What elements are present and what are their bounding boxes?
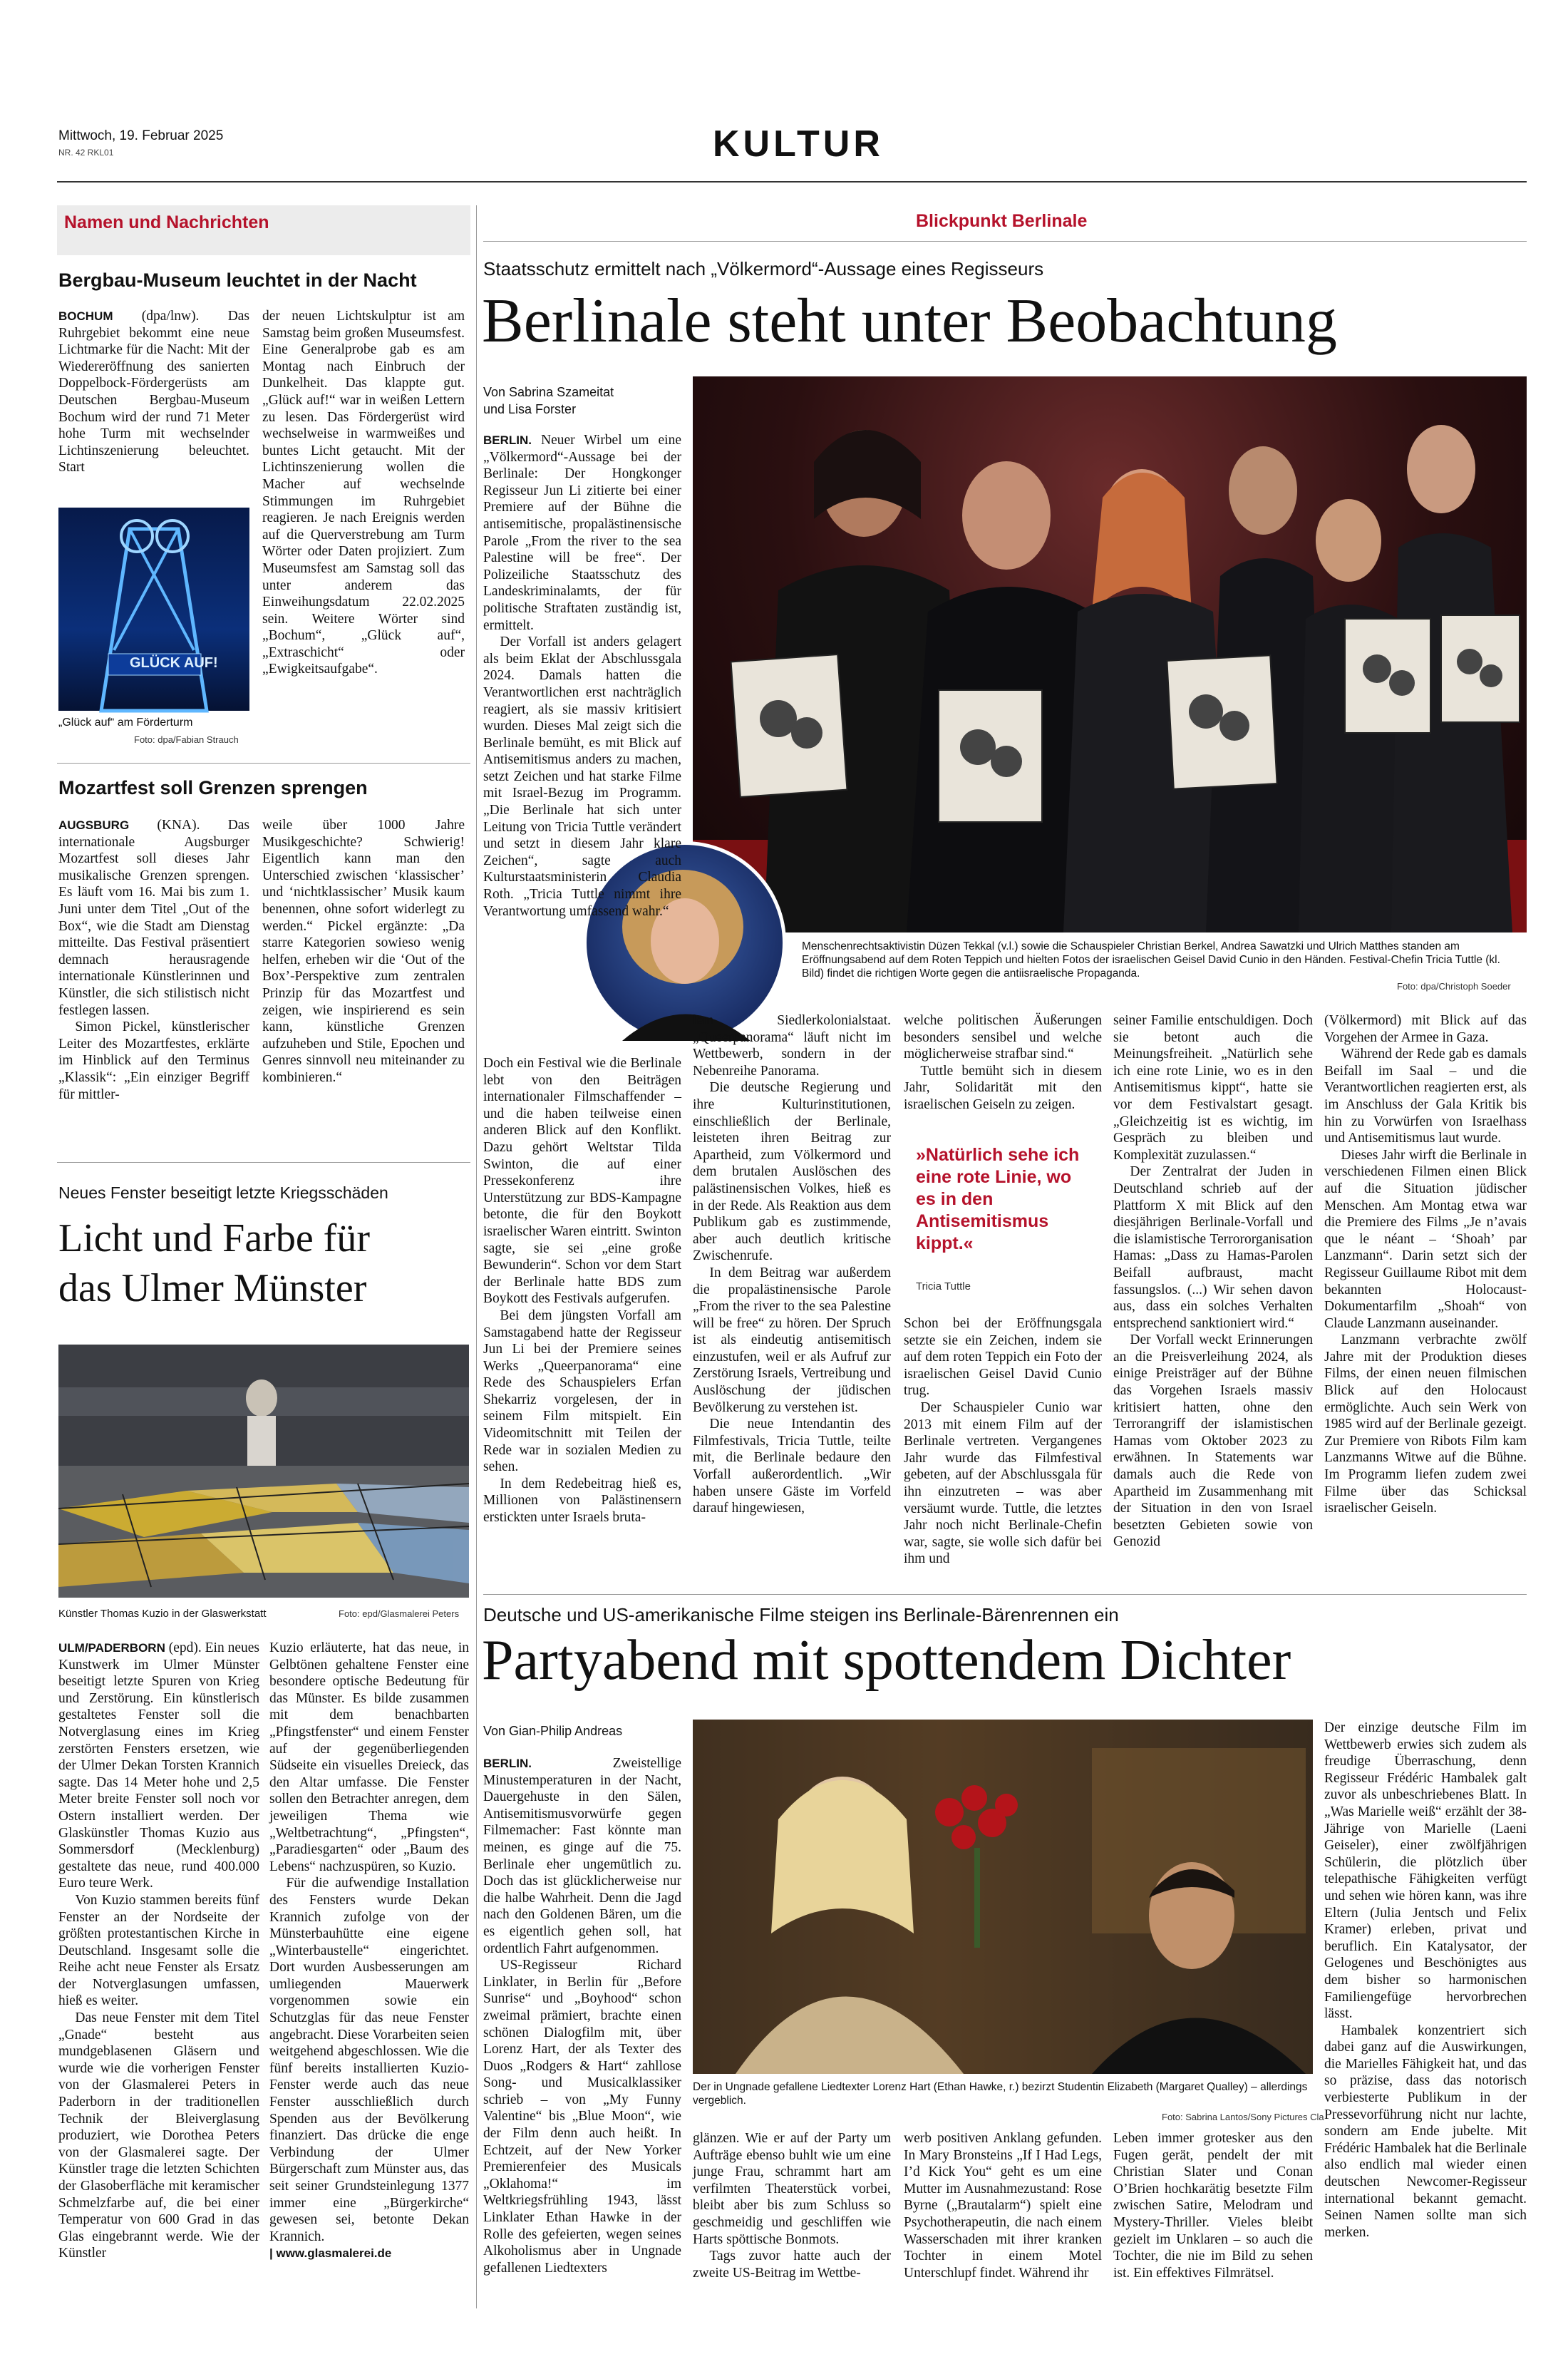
masthead-rule bbox=[57, 181, 1527, 183]
party-colC-text: werb positiven Anklang gefunden. In Mary Bronsteins „If I Had Legs, I’d Kick You“ geht es um eine Mutter im Ausnahmezustand: Rose Byrne („Brautalarm“) spielt eine Psychotherapeutin, die nach einem Wasserschaden mit ihrer kranken Tochter in einem Motel Unterschlupf findet. Während ihr bbox=[904, 2131, 1102, 2281]
berlinale-photo bbox=[693, 376, 1527, 932]
berlinale-photo-caption: Menschenrechtsaktivistin Düzen Tekkal (v.l.) sowie die Schauspieler Christian Berkel, Andrea Sawatzki und Ulrich Matthes standen am Eröffnungsabend auf dem Roten Teppich und hielten Fotos der israelischen Geisel David Cunio in den Händen. Festival-Chefin Tricia Tuttle (kl. Bild) findet die richtigen Worte gegen die antiisraelische Propaganda. bbox=[802, 940, 1500, 980]
berlinale-col2-text: lem Siedlerkolonialstaat. „Queerpanorama“ läuft nicht im Wettbewerb, sondern in der Nebenreihe Panorama. bbox=[693, 1013, 891, 1079]
berlinale-col1d: Bei dem jüngsten Vorfall am Samstagabend hatte der Regisseur Jun Li bei der Premiere seines Werks „Queerpanorama“ eine Rede des Schauspielers Erfan Shekarriz vorgelesen, der in seinem Film mitspielt. Ein Videomitschnitt mit Teilen der Rede war in sozialen Medien zu sehen. bbox=[483, 1307, 681, 1475]
ulm-headline-1: Licht und Farbe für bbox=[58, 1216, 370, 1260]
ulm-text1b: Von Kuzio stammen bereits fünf Fenster an der Nordseite der größten protestantischen Kirche in Deutschland. Insgesamt solle die Reihe acht neue Fenster als Ersatz der Notverglasungen umfassen, hieß es weiter. bbox=[58, 1892, 259, 2009]
ulm-photo bbox=[58, 1345, 469, 1598]
party-byline: Von Gian-Philip Andreas bbox=[483, 1724, 623, 1738]
party-colD bbox=[1113, 2130, 1313, 2300]
berlinale-dateline: BERLIN. bbox=[483, 433, 532, 447]
bochum-text2: der neuen Lichtskulptur ist am Samstag beim großen Museumsfest. Eine Generalprobe gab es am Montag nach Einbruch der Dunkelheit. Das klappte gut. „Glück auf!“ war in weißen Lettern zu lesen. Das Fördergerüst wird wechselweise in warmweißes und buntes Licht getaucht. Mit der Lichtinszenierung wollen die Macher auf wechselnde Stimmungen im Ruhrgebiet reagieren. Je nach Ereignis werden auf die Querverstrebung am Turm Wörter oder Daten projiziert. Zum Museumsfest am Samstag soll das unter anderem das Einweihungsdatum 22.02.2025 sein. Weitere Wörter sind „Bochum“, „Glück auf“, „Extraschicht“ oder „Ewigkeitsaufgabe“. bbox=[262, 309, 465, 677]
berlinale-col2c: In dem Beitrag war außerdem die propalästinensische Parole „From the river to the sea Palestine will be free“ zu hören. Der Spruch ist als eindeutig antisemitisch einzustufen, weil er als Aufruf zur Zerstörung Israels, Vertreibung und Auslöschung der jüdischen Bevölkerung zu verstehen ist. bbox=[693, 1265, 891, 1415]
rule-bochum bbox=[57, 763, 470, 764]
berlinale-byline-2: und Lisa Forster bbox=[483, 402, 577, 416]
bochum-col1 bbox=[58, 308, 249, 497]
bochum-dateline: BOCHUM bbox=[58, 309, 113, 323]
ulm-link[interactable]: | www.glasmalerei.de bbox=[269, 2246, 392, 2261]
augsburg-text1b: Simon Pickel, künstlerischer Leiter des Mozartfestes, erklärte im Hinblick auf den Terminus „Klassik“: „Ein einziger Begriff für mittler- bbox=[58, 1019, 249, 1102]
berlinale-col3c: Schon bei der Eröffnungsgala setzte sie ein Zeichen, indem sie auf dem roten Teppich ein Foto der israelischen Geisel David Cunio trug. bbox=[904, 1316, 1102, 1399]
berlinale-col2 bbox=[693, 1012, 891, 1618]
berlinale-col1-lower bbox=[483, 1055, 681, 1618]
ulm-text2: Kuzio erläuterte, hat das neue, in Gelbtönen gehaltene Fenster eine besondere optische Bedeutung für das Münster. Es bilde zusammen mit dem benachbarten „Pfingstfenster“ und einem Fenster auf der gegenüberliegenden Südseite ein visuelles Dreieck, das den Altar umfasse. Die Fenster sollen den Betrachter anregen, dem jeweiligen Thema wie „Weltbetrachtung“, „Pfingsten“, „Paradiesgarten“ oder „Baum des Lebens“ nachzuspüren, so Kuzio. bbox=[269, 1640, 469, 1874]
party-dateline: BERLIN. bbox=[483, 1757, 532, 1770]
berlinale-col4-text: seiner Familie entschuldigen. Doch sie betont auch die Meinungsfreiheit. „Natürlich sehe ich eine rote Linie, wo es in den Antisemitismus kippt“, hatte sie vor dem Festivalstart gesagt. „Gleichzeitig ist es wichtig, im Gespräch zu bleiben und Komplexität zuzulassen.“ bbox=[1113, 1013, 1313, 1163]
ulm-agency: (epd). bbox=[168, 1640, 202, 1655]
masthead-date: Mittwoch, 19. Februar 2025 bbox=[58, 128, 224, 143]
berlinale-col3 bbox=[904, 1012, 1102, 1134]
augsburg-text2: weile über 1000 Jahre Musikgeschichte? Schwierig! Eigentlich kann man den Unterschied zwischen ‘klassischer’ und ‘nichtklassischer’ Musik kaum benennen, ohne sofort widerlegt zu werden.“ Pickel ergänzte: „Da starre Kategorien sowieso wenig helfen, erheben wir die ‘Out of the Box’-Perspektive zum zentralen Prinzip für das Mozartfest und zeigen, wie inspirierend es sein kann, künstliche Grenzen aufzuheben und Stile, Epochen und Genres sinnvoll neu miteinander zu kombinieren.“ bbox=[262, 818, 465, 1085]
berlinale-col1 bbox=[483, 432, 682, 919]
berlinale-col2d: Die neue Intendantin des Filmfestivals, Tricia Tuttle, teilte mit, die Berlinale bedaure den Vorfall außerordentlich. „Wir haben unsere Gäste im Vorfeld darauf hingewiesen, bbox=[693, 1417, 891, 1516]
ulm-credit: Foto: epd/Glasmalerei Peters bbox=[339, 1608, 460, 1619]
ulm-text1c: Das neue Fenster mit dem Titel „Gnade“ besteht aus mundgeblasenen Gläsern und wurde wie die vorherigen Fenster von der Glasmalerei Peters in Paderborn in der traditionellen Technik der Bleiverglasung produziert, wie Dorothea Peters von der Glasmalerei sagte. Der Künstler trage die letzten Schichten der Glasoberfläche mit keramischer Schmelzfarbe auf, die bei einer Temperatur von 600 Grad in das Glas eingebrannt werde. Wie der Künstler bbox=[58, 2010, 259, 2261]
berlinale-col3d: Der Schauspieler Cunio war 2013 mit einem Film auf der Berlinale vertreten. Vergangenes Jahr wurde das Filmfestival gebeten, auf der Abschlussgala für ihn einzutreten – was aber versäumt wurde. Tuttle, die letztes Jahr noch nicht Berlinale-Chefin war, sagte, sie wolle sich dafür bei ihm und bbox=[904, 1399, 1102, 1567]
ulm-col2 bbox=[269, 1640, 469, 2299]
rule-party bbox=[483, 1594, 1527, 1595]
news-header: Namen und Nachrichten bbox=[64, 212, 269, 232]
bochum-title: Bergbau-Museum leuchtet in der Nacht bbox=[58, 269, 417, 291]
party-colA bbox=[483, 1755, 681, 2301]
augsburg-dateline: AUGSBURG bbox=[58, 818, 130, 832]
masthead-edition: NR. 42 RKL01 bbox=[58, 148, 114, 158]
berlinale-col4c: Der Vorfall weckt Erinnerungen an die Preisverleihung 2024, als einige Preisträger auf der Bühne das Vorgehen Israels massiv kritisiert hatten, ohne den Terrorangriff der islamistischen Hamas vom Oktober 2023 zu erwähnen. In Statements war damals auch die Rede von Apartheid im Zusammenhang mit der Situation in den von Israel besetzten Gebieten sowie von Genozid bbox=[1113, 1332, 1313, 1550]
berlinale-col1e: In dem Redebeitrag hieß es, Millionen von Palästinensern erstickten unter Israels bruta- bbox=[483, 1476, 681, 1526]
headframe-illustration bbox=[58, 508, 249, 711]
berlinale-rule bbox=[483, 241, 1527, 242]
berlinale-col2b: Die deutsche Regierung und ihre Kulturinstitutionen, einschließlich der Berlinale, leisteten ihren Beitrag zur Apartheid, zum Völkermord und dem brutalen Auslöschen des palästinensischen Volkes, hieß es in der Rede. Als Reaktion aus dem Publikum gab es zustimmende, aber auch deutlich kritische Zwischenrufe. bbox=[693, 1080, 891, 1264]
party-colR2: Hambalek konzentriert sich dabei ganz auf die Auswirkungen, die Marielles Fähigkeit hat, und das so präzise, dass das notorisch verbiesterte Publikum in der Pressevorführung nicht nur lachte, sondern am Ende jubelte. Mit Frédéric Hambalek hat die Berlinale also endlich mal wieder einen deutschen Newcomer-Regisseur international bekannt gemacht. Seinen Namen sollte man sich merken. bbox=[1324, 2023, 1527, 2240]
party-colR bbox=[1324, 1720, 1527, 2301]
ulm-text1: Ein neues Kunstwerk im Ulmer Münster beseitigt letzte Spuren von Krieg und Zerstörung. Ein künstlerisch gestaltetes Fenster soll die Notverglasung eines im Krieg zerstörten Fensters ersetzen, wie der Ulmer Dekan Torsten Krannich sagte. Das 14 Meter hohe und 2,5 Meter breite Fenster soll noch vor Ostern installiert werden. Der Glaskünstler Thomas Kuzio aus Sommersdorf (Mecklenburg) gestaltete das neue, rund 400.000 Euro teure Werk. bbox=[58, 1640, 259, 1891]
berlinale-col5-text: (Völkermord) mit Blick auf das Vorgehen der Armee in Gaza. bbox=[1324, 1013, 1527, 1045]
bochum-col2 bbox=[262, 308, 465, 750]
column-divider bbox=[476, 205, 477, 2308]
party-colC bbox=[904, 2130, 1102, 2300]
party-colB bbox=[693, 2130, 891, 2300]
berlinale-col5 bbox=[1324, 1012, 1527, 1618]
ulm-kicker: Neues Fenster beseitigt letzte Kriegsschäden bbox=[58, 1183, 388, 1202]
party-colR-text: Der einzige deutsche Film im Wettbewerb erwies sich zudem als freudige Überraschung, denn Regisseur Frédéric Hambalek galt zuvor als unbeschriebenes Blatt. In „Was Marielle weiß“ erzählt der 38-Jährige von Marielle (Laeni Geiseler), einer zwölfjährigen Schülerin, die plötzlich über telepathische Fähigkeiten verfügt und sehen wie hören kann, was ihre Eltern (Julia Jentsch und Felix Kramer) erleben, privat und beruflich. Ein Katalysator, der Gelogenes und Beschönigtes aus dem bisher so harmonischen Familiengefüge hervorbrechen lässt. bbox=[1324, 1720, 1527, 2022]
berlinale-kicker: Staatsschutz ermittelt nach „Völkermord“-Aussage eines Regisseurs bbox=[483, 258, 1044, 279]
berlinale-col4b: Der Zentralrat der Juden in Deutschland schrieb auf der Plattform X mit Blick auf den diesjährigen Berlinale-Vorfall und die islamistische Terrororganisation Hamas: „Dass zu Hamas-Parolen Beifall aufbraust, macht fassungslos. (...) Wir sehen davon aus, dass ein solches Verhalten entsprechend sanktioniert wird.“ bbox=[1113, 1164, 1313, 1331]
berlinale-col3-lower bbox=[904, 1315, 1102, 1618]
berlinale-col5c: Dieses Jahr wirft die Berlinale in verschiedenen Filmen einen Blick auf die Situation jüdischer Menschen. Am Montag etwa war die Premiere des Films „Je n’avais que le néant – ‘Shoah’ par Lanzmann“. Darin setzt sich der Regisseur Guillaume Ribot mit dem bekannten Holocaust-Dokumentarfilm „Shoah“ von Claude Lanzmann auseinander. bbox=[1324, 1147, 1527, 1331]
ulm-text2b: Für die aufwendige Installation des Fensters wurde Dekan Krannich zufolge von der Münsterbauhütte eine eigene „Winterbaustelle“ eingerichtet. Dort wurden Ausbesserungen am umliegenden Mauerwerk vorgenommen sowie ein Schutzglas für das neue Fenster angebracht. Diese Vorarbeiten seien weitgehend abgeschlossen. Wie die fünf bereits installierten Kuzio-Fenster werde auch das neue Fenster ausschließlich durch Spenden aus der Bevölkerung finanziert. Das drücke die enge Verbindung der Ulmer Bürgerschaft zum Münster aus, das seit seiner Grundsteinlegung 1377 immer eine „Bürgerkirche“ gewesen sei, betonte Dekan Krannich. bbox=[269, 1876, 469, 2244]
augsburg-col2 bbox=[262, 817, 465, 1149]
berlinale-section-label: Blickpunkt Berlinale bbox=[916, 211, 1088, 231]
berlinale-col4 bbox=[1113, 1012, 1313, 1618]
berlinale-col1-text: Neuer Wirbel um eine „Völkermord“-Aussage bei der Berlinale: Der Hongkonger Regisseur Jun Li zitierte bei einer Premiere auf der Bühne die antisemitische, propalästinensische Parole „From the river to the sea Palestine will be free“. Der Polizeiliche Staatsschutz des Landeskriminalamts, der für politische Straftaten zuständig ist, ermittelt. bbox=[483, 433, 682, 633]
ulm-dateline: ULM/PADERBORN bbox=[58, 1641, 165, 1655]
bochum-agency: (dpa/lnw). bbox=[141, 309, 200, 324]
party-photo bbox=[693, 1720, 1313, 2074]
bochum-credit: Foto: dpa/Fabian Strauch bbox=[134, 734, 239, 745]
bochum-photo-text: GLÜCK AUF! bbox=[130, 655, 218, 671]
party-photo-caption: Der in Ungnade gefallene Liedtexter Lorenz Hart (Ethan Hawke, r.) bezirzt Studentin Elizabeth (Margaret Qualley) – allerdings vergeblich. bbox=[693, 2081, 1308, 2107]
party-headline: Partyabend mit spottendem Dichter bbox=[482, 1629, 1291, 1692]
film-still-illustration bbox=[693, 1720, 1313, 2074]
berlinale-col1c: Doch ein Festival wie die Berlinale lebt von den Beiträgen internationaler Filmschaffender – und die haben teilweise einen anderen Blick auf den Konflikt. Dazu gehört Weltstar Tilda Swinton, die auf einer Pressekonferenz ihre Unterstützung zur BDS-Kampagne betonte, die für den Boykott israelischer Waren eintritt. Swinton sagte, sie sei „eine große Bewunderin“. Schon vor dem Start der Berlinale hatte BDS zum Boykott des Festivals aufgerufen. bbox=[483, 1056, 681, 1307]
party-kicker: Deutsche und US-amerikanische Filme steigen ins Berlinale-Bärenrennen ein bbox=[483, 1604, 1119, 1625]
tuttle-quote-author: Tricia Tuttle bbox=[916, 1280, 971, 1293]
section-title: KULTUR bbox=[713, 123, 884, 165]
party-colD-text: Leben immer grotesker aus den Fugen gerät, pendelt der mit Christian Slater und Conan O’Brien hochkarätig besetzte Film zwischen Satire, Melodram und Mystery-Thriller. Vieles bleibt gezielt im Unklaren – so auch die Tochter, die nie im Bild zu sehen ist. Ein effektives Filmrätsel. bbox=[1113, 2131, 1313, 2281]
tuttle-quote: »Natürlich sehe ich eine rote Linie, wo es in den Antisemitismus kippt.« bbox=[916, 1145, 1080, 1253]
ulm-col1 bbox=[58, 1640, 259, 2299]
berlinale-headline: Berlinale steht unter Beobachtung bbox=[482, 287, 1337, 356]
berlinale-col5b: Während der Rede gab es damals Beifall im Saal – und die Verantwortlichen reagierten erst, als im Anschluss der Gala Kritik bis hin zu Vorwürfen von Israelhass und Antisemitismus laut wurde. bbox=[1324, 1047, 1527, 1146]
augsburg-agency: (KNA). bbox=[157, 818, 200, 833]
rule-augsburg bbox=[57, 1162, 470, 1163]
party-photo-credit: Foto: Sabrina Lantos/Sony Pictures Cla bbox=[1162, 2112, 1324, 2122]
bochum-caption: „Glück auf“ am Förderturm bbox=[58, 716, 193, 729]
berlinale-photo-credit: Foto: dpa/Christoph Soeder bbox=[1397, 981, 1511, 992]
berlinale-col5d: Lanzmann verbrachte zwölf Jahre mit der Produktion dieses Films, der einen neuen filmischen Blick auf den Holocaust ermöglichte. Auch sein Werk von 1985 wird auf der Berlinale gezeigt. Zur Premiere von Ribots Film kam Lanzmanns Witwe auf die Bühne. Im Programm liefen zudem zwei Filme über das Schicksal israelischer Geiseln. bbox=[1324, 1332, 1527, 1516]
augsburg-text1: Das internationale Augsburger Mozartfest soll dieses Jahr musikalische Grenzen sprengen. Es läuft vom 16. Mai bis zum 1. Juni unter dem Titel „Out of the Box“, wie die Stadt am Dienstag mitteilte. Das Festival präsentiert demnach herausragende internationale Künstlerinnen und Künstler, die sich stilistisch nicht festlegen lassen. bbox=[58, 818, 250, 1018]
berlinale-byline-1: Von Sabrina Szameitat bbox=[483, 385, 614, 399]
ulm-headline-2: das Ulmer Münster bbox=[58, 1266, 367, 1310]
augsburg-col1 bbox=[58, 817, 249, 1149]
bochum-photo bbox=[58, 508, 249, 711]
stained-glass-illustration bbox=[58, 1345, 469, 1598]
berlinale-col1b: Der Vorfall ist anders gelagert als beim Eklat der Abschlussgala 2024. Damals hatten die Verantwortlichen erst nachträglich reagiert, als sie massiv kritisiert wurden. Dieses Mal zeigt sich die Berlinale bemüht, es mit Blick auf Antisemitismus anders zu machen, setzt Zeichen und hat starke Filme mit Israel-Bezug im Programm. „Die Berlinale hat sich unter Leitung von Tricia Tuttle verändert und setzt in diesem Jahr klare Zeichen“, sagte auch Kulturstaatsministerin Claudia Roth. „Tricia Tuttle nimmt ihre Verantwortung umfassend wahr.“ bbox=[483, 634, 681, 919]
berlinale-col3-text: welche politischen Äußerungen besonders sensibel und welche möglicherweise strafbar sind.“ bbox=[904, 1013, 1102, 1062]
berlinale-col3b: Tuttle bemüht sich in diesem Jahr, Solidarität mit den israelischen Geiseln zu zeigen. bbox=[904, 1063, 1102, 1112]
ulm-caption: Künstler Thomas Kuzio in der Glaswerkstatt bbox=[58, 1608, 267, 1620]
augsburg-title: Mozartfest soll Grenzen sprengen bbox=[58, 777, 368, 798]
party-colB2: Tags zuvor hatte auch der zweite US-Beitrag im Wettbe- bbox=[693, 2249, 891, 2281]
party-colB-text: glänzen. Wie er auf der Party um Aufträge ebenso buhlt wie um eine junge Frau, schrammt hart am verfilmten Theaterstück vorbei, bleibt aber bis zum Schluss so geschmeidig und geschliffen wie Harts spöttische Bonmots. bbox=[693, 2131, 891, 2247]
red-carpet-illustration bbox=[693, 376, 1527, 932]
bochum-text1: Das Ruhrgebiet bekommt eine neue Lichtmarke für die Nacht: Mit der Wiedereröffnung des sanierten Doppelbock-Fördergerüsts am Deutschen Bergbau-Museum Bochum wird der rund 71 Meter hohe Turm mit wechselnder Lichtinszenierung beleuchtet. Start bbox=[58, 309, 250, 476]
party-colA-text: Zweistellige Minustemperaturen in der Nacht, Dauergehuste in den Sälen, Antisemitismusvorwürfe gegen Filmemacher: Fast könnte man meinen, es ginge auf die 75. Berlinale eher ungemütlich zu. Doch das ist glücklicherweise nur die halbe Wahrheit. Denn die Jagd nach den Goldenen Bären, um die es eigentlich gehen soll, hat ordentlich Fahrt aufgenommen. bbox=[483, 1756, 681, 1956]
party-colA2: US-Regisseur Richard Linklater, in Berlin für „Before Sunrise“ und „Boyhood“ schon zweimal prämiert, brachte einen schönen Dialogfilm mit, über Lorenz Hart, der als Texter des Duos „Rodgers & Hart“ zahllose Song- und Musicalklassiker schrieb – von „My Funny Valentine“ bis „Blue Moon“, wie der Film denn auch heißt. In Echtzeit, auf der New Yorker Premierenfeier des Musicals „Oklahoma!“ im Weltkriegsfrühling 1943, lässt Linklater Ethan Hawke in der Rolle des gefeierten, wegen seines Alkoholismus aber in Ungnade gefallenen Liedtexters bbox=[483, 1958, 681, 2276]
